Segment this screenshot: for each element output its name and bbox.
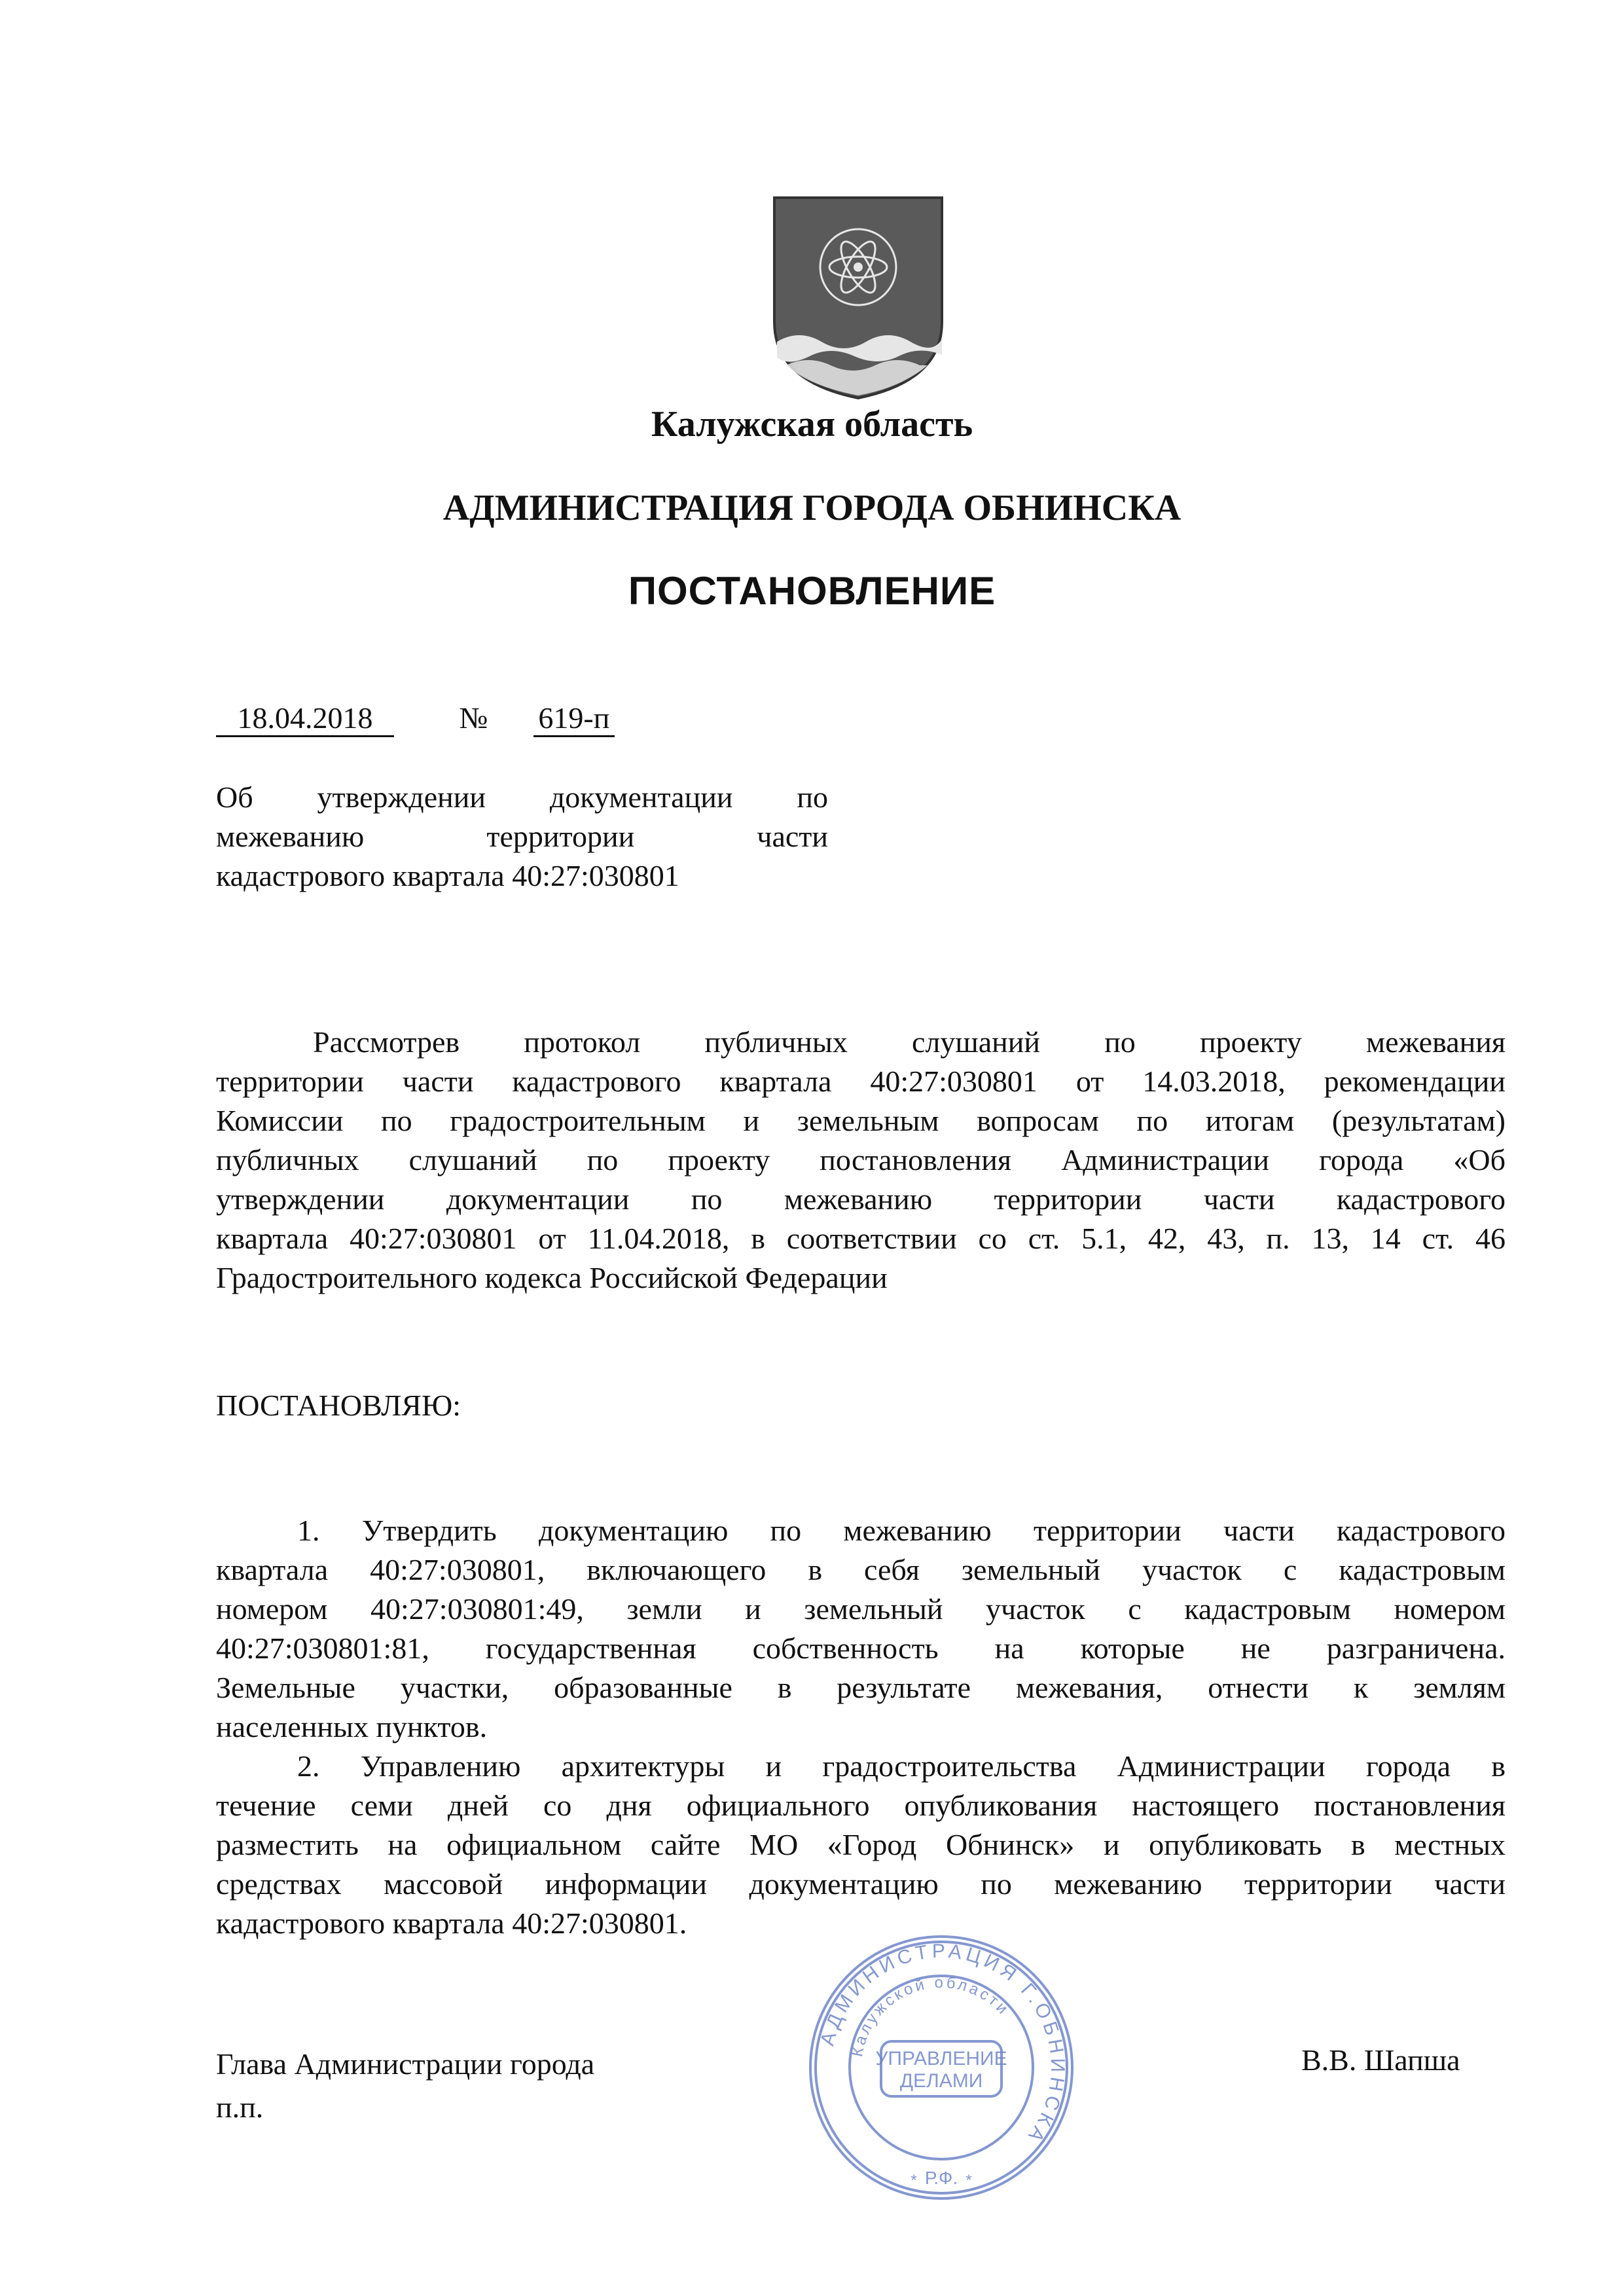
item-line: 40:27:030801:81, государственная собственность на которые не разграничена. <box>216 1631 1506 1665</box>
svg-text:АДМИНИСТРАЦИЯ Г.ОБНИНСКА: АДМИНИСТРАЦИЯ Г.ОБНИНСКА <box>816 1940 1069 2149</box>
subject-line: межеванию территории части <box>216 820 828 853</box>
svg-text:ДЕЛАМИ: ДЕЛАМИ <box>899 2070 983 2092</box>
svg-text:Р.Ф.: Р.Ф. <box>924 2168 958 2188</box>
item-line: населенных пунктов. <box>216 1710 488 1743</box>
number-sign: № <box>459 701 488 735</box>
item-line: средствах массовой информации документацию по межеванию территории части <box>216 1867 1506 1901</box>
preamble-line: квартала 40:27:030801 от 11.04.2018, в соответствии со ст. 5.1, 42, 43, п. 13, 14 ст. 46 <box>216 1222 1506 1255</box>
item-line: 2. Управлению архитектуры и градостроительства Администрации города в <box>297 1749 1506 1783</box>
preamble-line: утверждении документации по межеванию территории части кадастрового <box>216 1182 1506 1216</box>
resolution-items <box>216 1511 1506 1943</box>
document-date: 18.04.2018 <box>216 701 394 737</box>
preamble-paragraph <box>216 1023 1506 1298</box>
item-line: разместить на официальном сайте МО «Город Обнинск» и опубликовать в местных <box>216 1828 1506 1861</box>
svg-text:Калужской области: Калужской области <box>848 1973 1013 2058</box>
item-line: Земельные участки, образованные в результате межевания, отнести к землям <box>216 1671 1506 1704</box>
document-subject <box>216 778 828 896</box>
item-line: номером 40:27:030801:49, земли и земельный участок с кадастровым номером <box>216 1592 1506 1626</box>
item-line: течение семи дней со дня официального опубликования настоящего постановления <box>216 1789 1506 1822</box>
region-title: Калужская область <box>651 404 973 445</box>
signature-block <box>216 2043 594 2129</box>
item-line: кадастрового квартала 40:27:030801. <box>216 1906 687 1940</box>
item-line: 1. Утвердить документацию по межеванию территории части кадастрового <box>297 1514 1506 1547</box>
preamble-line: Градостроительного кодекса Российской Федерации <box>216 1261 888 1294</box>
preamble-line: публичных слушаний по проекту постановления Администрации города «Об <box>216 1143 1506 1176</box>
subject-line: Об утверждении документации по <box>216 780 828 814</box>
document-number: 619-п <box>533 701 615 737</box>
svg-text:*: * <box>965 2172 972 2189</box>
signature-note: п.п. <box>216 2090 264 2124</box>
svg-text:УПРАВЛЕНИЕ: УПРАВЛЕНИЕ <box>875 2048 1007 2069</box>
document-type-title: ПОСТАНОВЛЕНИЕ <box>628 569 996 613</box>
preamble-line: Комиссии по градостроительным и земельным вопросам по итогам (результатам) <box>216 1104 1506 1137</box>
coat-of-arms-icon <box>770 194 946 401</box>
administration-title: АДМИНИСТРАЦИЯ ГОРОДА ОБНИНСКА <box>442 488 1182 528</box>
item-line: квартала 40:27:030801, включающего в себя земельный участок с кадастровым <box>216 1553 1506 1586</box>
resolve-label: ПОСТАНОВЛЯЮ: <box>216 1389 461 1422</box>
preamble-line: Рассмотрев протокол публичных слушаний по проекту межевания <box>313 1025 1506 1059</box>
preamble-line: территории части кадастрового квартала 40:27:030801 от 14.03.2018, рекомендации <box>216 1065 1506 1098</box>
official-stamp-icon <box>804 1930 1079 2205</box>
subject-line: кадастрового квартала 40:27:030801 <box>216 859 679 892</box>
signatory-name: В.В. Шапша <box>1301 2043 1460 2077</box>
signatory-position: Глава Администрации города <box>216 2047 595 2081</box>
svg-text:*: * <box>911 2172 917 2189</box>
date-number-line <box>216 701 615 737</box>
